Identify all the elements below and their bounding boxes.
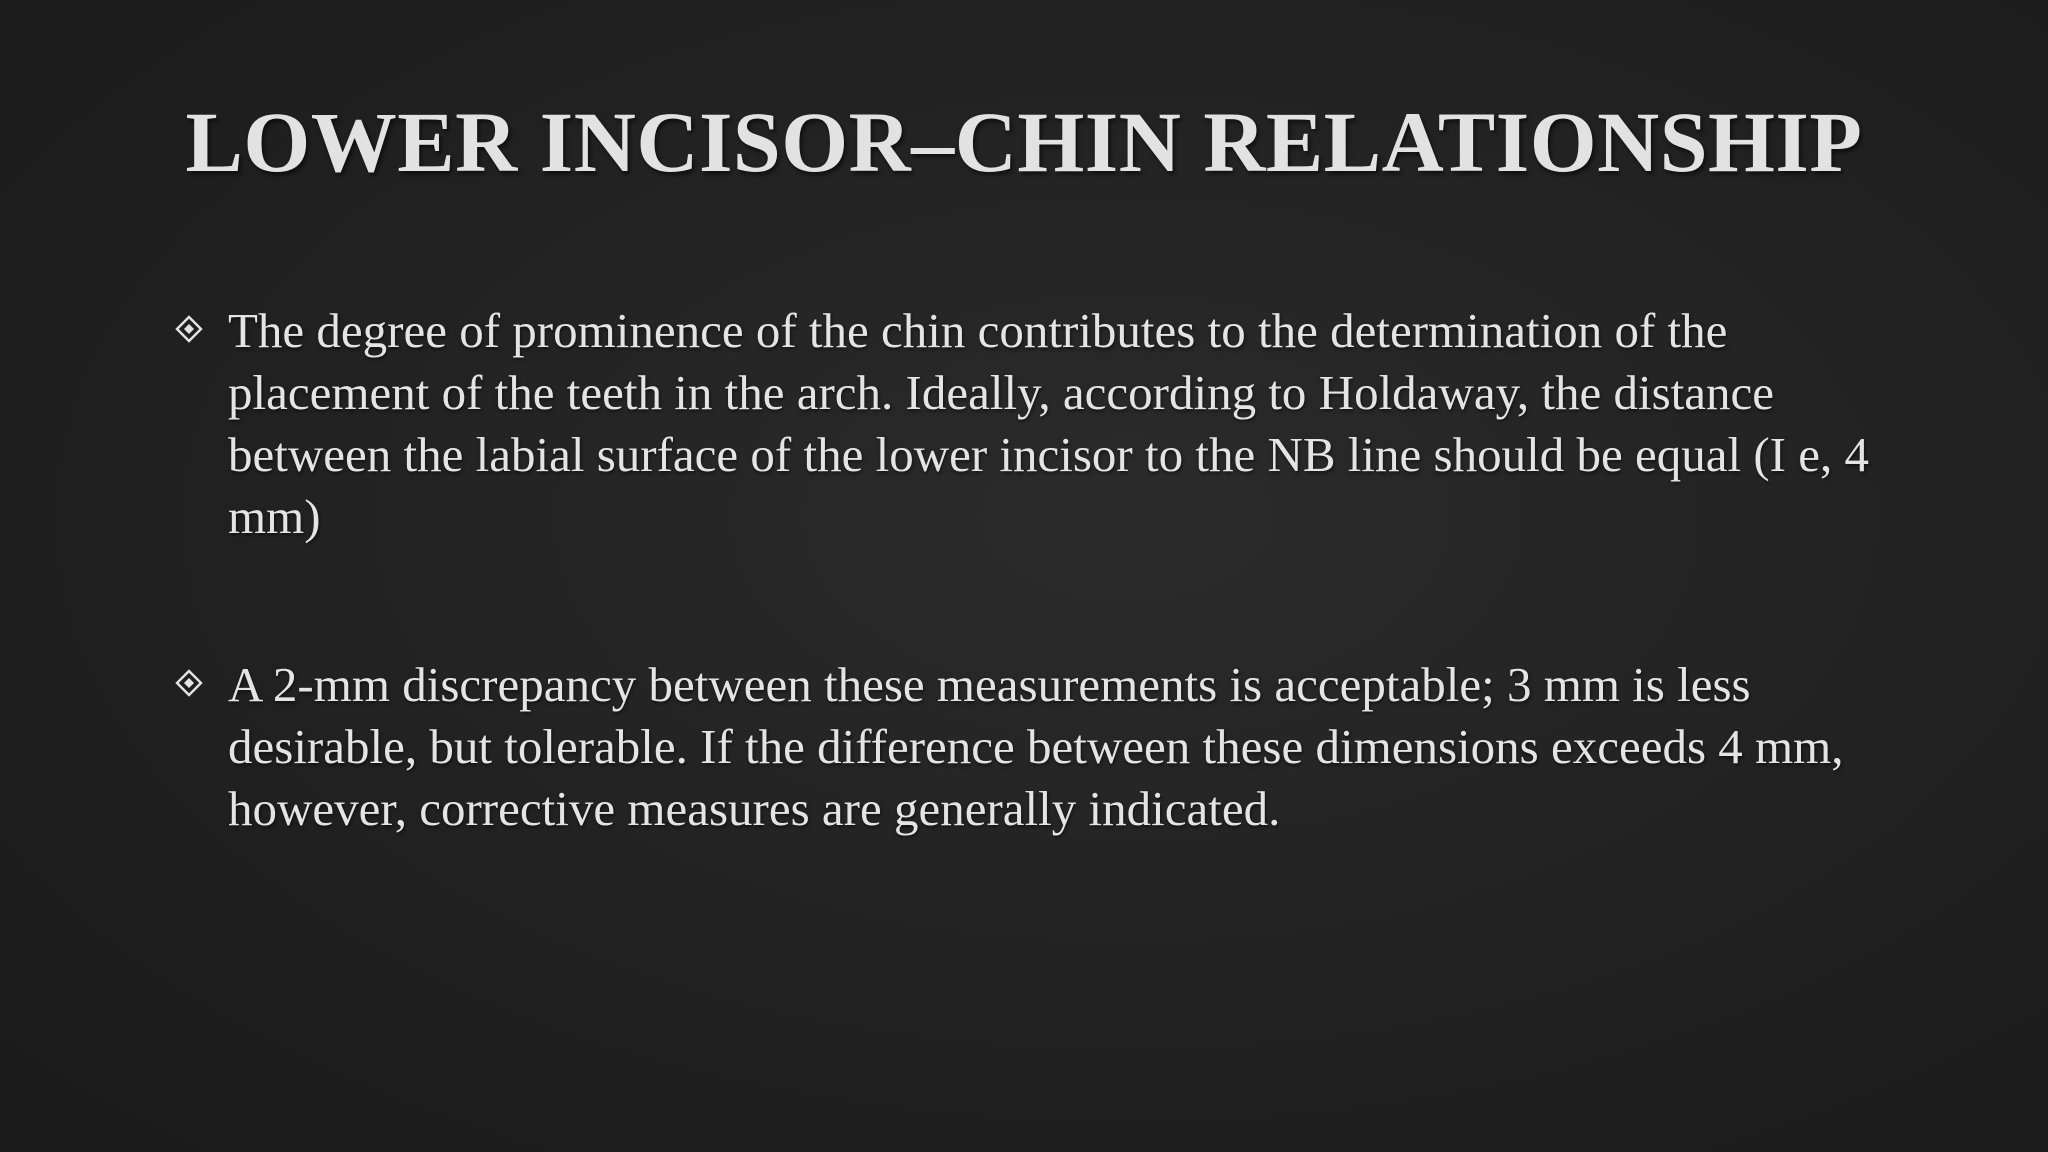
diamond-bullet-icon [174,668,204,698]
bullet-list [174,300,1874,840]
diamond-bullet-icon [174,314,204,344]
bullet-item [174,300,1874,548]
bullet-item [174,654,1874,840]
bullet-text: The degree of prominence of the chin contributes to the determination of the placement of the teeth in the arch. Ideally, according to Holdaway, the distance between the labial surface of the lower incisor to the NB line should be equal (I e, 4 mm) [228,303,1869,544]
bullet-text: A 2-mm discrepancy between these measurements is acceptable; 3 mm is less desirable, but tolerable. If the difference between these dimensions exceeds 4 mm, however, corrective measures are generally indicated. [228,657,1844,836]
slide-title: LOWER INCISOR–CHIN RELATIONSHIP [185,94,1863,190]
